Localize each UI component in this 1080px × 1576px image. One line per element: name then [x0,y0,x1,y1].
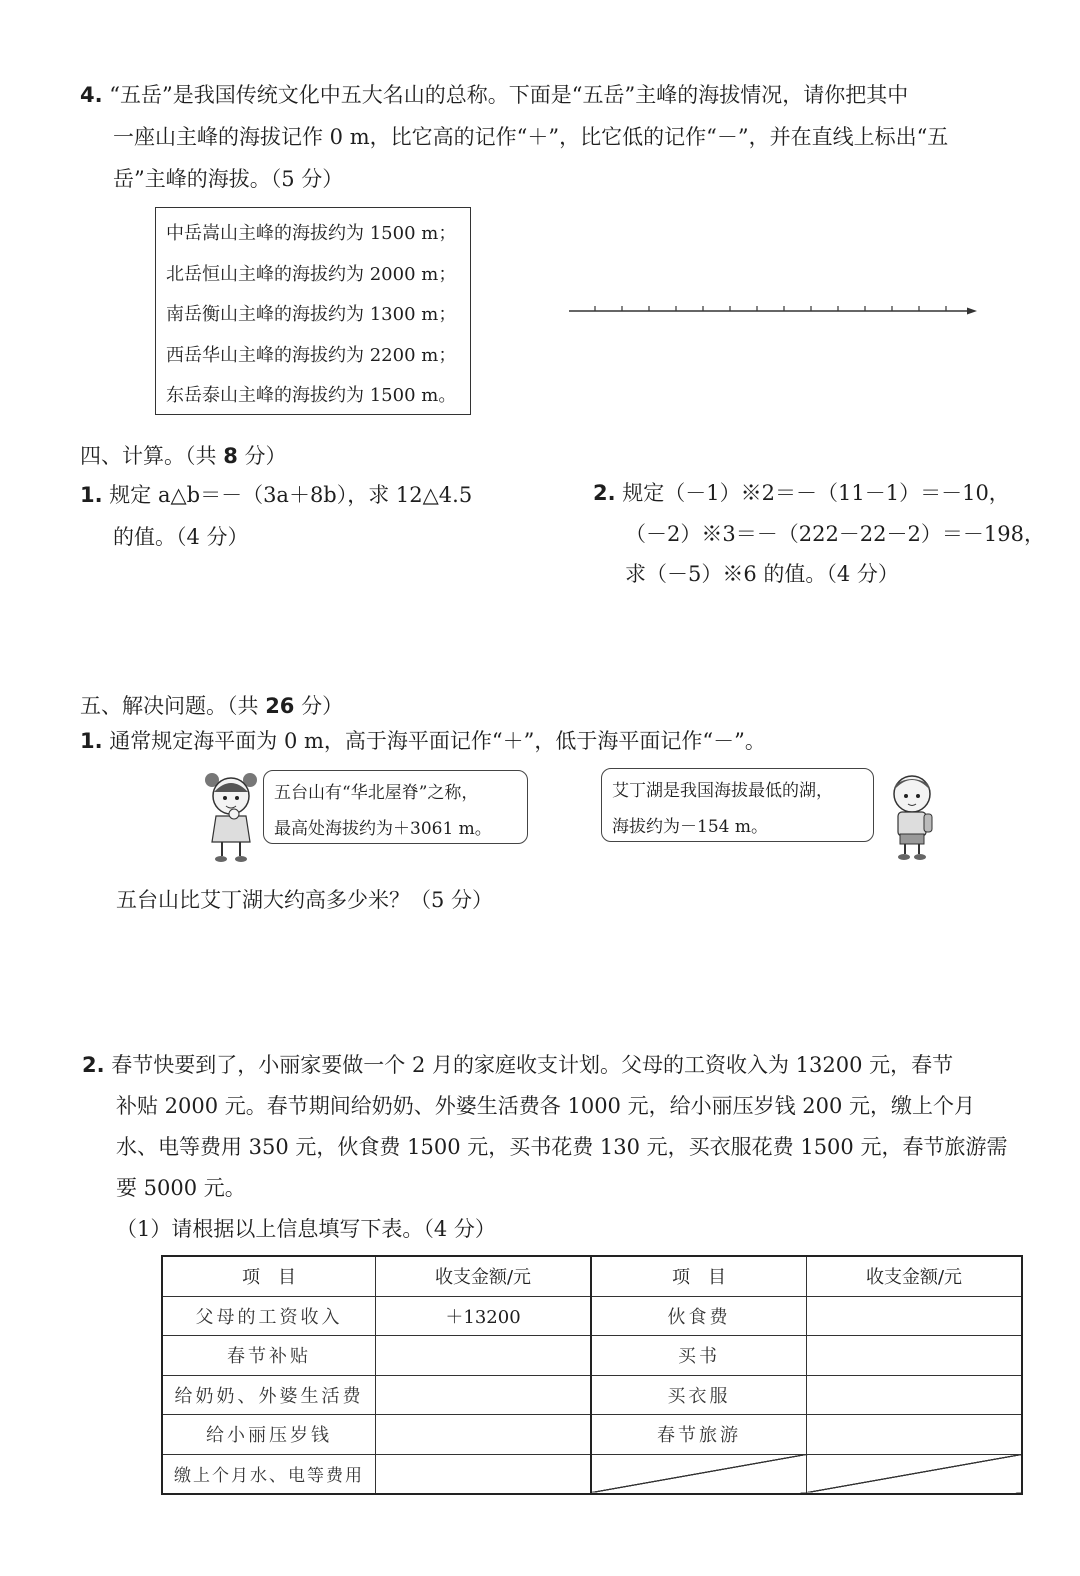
table-row [162,1375,1022,1415]
header-item: 项 目 [162,1256,376,1296]
header-amount: 收支金额/元 [376,1256,592,1296]
girl-illustration-icon [200,770,262,866]
table-cell[interactable]: ＋13200 [376,1296,592,1336]
s5-p1-number: 1. [80,729,103,753]
table-cell: 给奶奶、外婆生活费 [162,1375,376,1415]
table-cell: 伙食费 [591,1296,806,1336]
q4-line2: 一座山主峰的海拔记作 0 m，比它高的记作“＋”，比它低的记作“－”，并在直线上标出“五 [113,125,949,149]
q4-line1 [80,74,908,116]
s5-p2-line4: 要 5000 元。 [116,1176,246,1200]
mountain-info-box [155,207,471,415]
table-cell[interactable] [376,1375,592,1415]
table-cell[interactable] [807,1415,1022,1455]
section4-heading: 四、计算。（共 8 分） [80,444,287,468]
table-cell: 缴上个月水、电等费用 [162,1454,376,1494]
table-header-row [162,1256,1022,1296]
s5-p2-sub: （1）请根据以上信息填写下表。（4 分） [116,1217,496,1241]
mountain-line: 中岳嵩山主峰的海拔约为 1500 m； [166,223,457,244]
s4-p2-line1: 2. 规定（－1）※2＝－（11－1）＝－10， [593,481,1010,505]
table-cell: 春节补贴 [162,1336,376,1376]
table-cell: 父母的工资收入 [162,1296,376,1336]
s4-p2-line2: （－2）※3＝－（222－22－2）＝－198， [625,522,1045,546]
s5-p1-line1: 1. 通常规定海平面为 0 m，高于海平面记作“＋”，低于海平面记作“－”。 [80,729,766,753]
speech-bubble-left: 五台山有“华北屋脊”之称， 最高处海拔约为＋3061 m。 [263,770,528,844]
q4-text-1: “五岳”是我国传统文化中五大名山的总称。下面是“五岳”主峰的海拔情况，请你把其中 [109,83,909,107]
table-cell-crossed [807,1454,1022,1494]
table-row [162,1454,1022,1494]
s4-p1-line2: 的值。（4 分） [113,525,249,549]
table-cell[interactable] [376,1336,592,1376]
s5-p2-line3: 水、电等费用 350 元，伙食费 1500 元，买书花费 130 元，买衣服花费 1500 元，春节旅游需 [116,1135,1008,1159]
s5-p2-line1: 2. 春节快要到了，小丽家要做一个 2 月的家庭收支计划。父母的工资收入为 13200 元，春节 [82,1053,954,1077]
table-cell: 春节旅游 [591,1415,806,1455]
table-cell[interactable] [376,1415,592,1455]
section5-heading: 五、解决问题。（共 26 分） [80,694,344,718]
table-cell-crossed [591,1454,806,1494]
table-cell: 买书 [591,1336,806,1376]
table-cell[interactable] [807,1336,1022,1376]
q4-number: 4. [80,83,103,107]
table-row [162,1415,1022,1455]
mountain-line: 南岳衡山主峰的海拔约为 1300 m； [166,304,457,325]
table-row [162,1296,1022,1336]
s4-p1-line1: 1. 规定 a△b＝－（3a＋8b），求 12△4.5 [80,483,473,507]
header-amount: 收支金额/元 [807,1256,1022,1296]
budget-table [161,1255,1023,1495]
table-cell: 给小丽压岁钱 [162,1415,376,1455]
table-cell[interactable] [807,1296,1022,1336]
s5-p2-line2: 补贴 2000 元。春节期间给奶奶、外婆生活费各 1000 元，给小丽压岁钱 200 元，缴上个月 [116,1094,976,1118]
table-cell: 买衣服 [591,1375,806,1415]
header-item: 项 目 [591,1256,806,1296]
table-cell[interactable] [807,1375,1022,1415]
s5-p1-question: 五台山比艾丁湖大约高多少米？（5 分） [116,888,494,912]
arrow-head-icon [967,308,977,315]
number-line [565,300,985,324]
s4-p2-number: 2. [593,481,616,505]
s4-p2-line3: 求（－5）※6 的值。（4 分） [625,562,899,586]
table-cell[interactable] [376,1454,592,1494]
q4-line3: 岳”主峰的海拔。（5 分） [113,167,344,191]
mountain-line: 东岳泰山主峰的海拔约为 1500 m。 [166,385,457,406]
speech-bubble-right: 艾丁湖是我国海拔最低的湖， 海拔约为－154 m。 [601,768,874,842]
mountain-line: 北岳恒山主峰的海拔约为 2000 m； [166,263,457,285]
boy-illustration-icon [884,770,944,862]
s4-p1-number: 1. [80,483,103,507]
s5-p2-number: 2. [82,1053,105,1077]
table-row [162,1336,1022,1376]
mountain-line: 西岳华山主峰的海拔约为 2200 m； [166,344,457,366]
